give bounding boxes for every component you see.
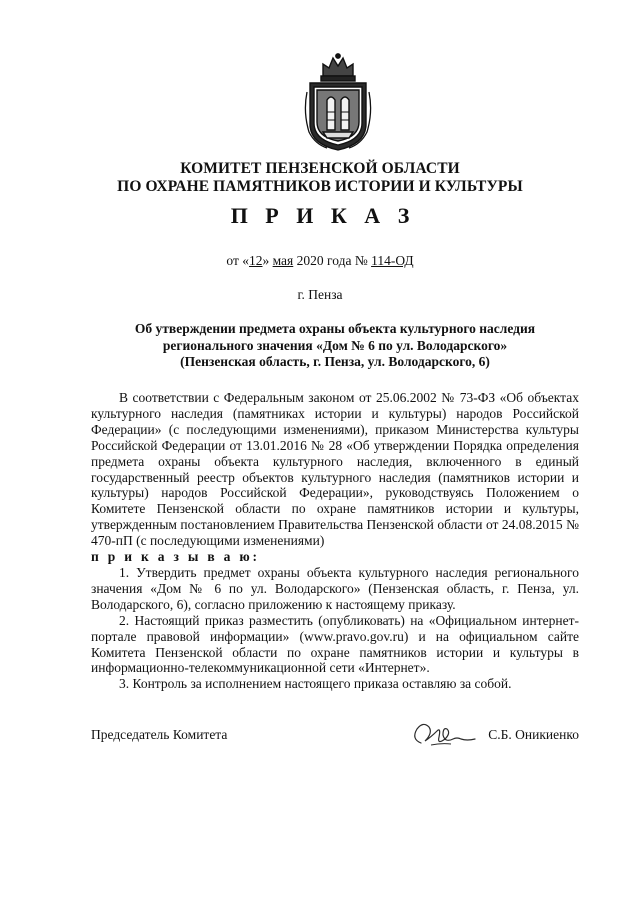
org-line-1: КОМИТЕТ ПЕНЗЕНСКОЙ ОБЛАСТИ [180,160,460,177]
date-prefix: от « [226,253,249,268]
order-number: 114-ОД [371,253,414,268]
city: г. Пенза [297,287,343,302]
subject-line-2: регионального значения «Дом № 6 по ул. Володарского» [162,337,508,353]
subject-line-1: Об утверждении предмета охраны объекта культурного наследия [134,321,536,336]
signature-block [91,727,579,763]
order-body [91,390,579,692]
organization-name [0,160,640,196]
order-date-number [0,253,640,269]
penza-coat-of-arms-icon [301,52,375,152]
date-mid: » [262,253,273,268]
order-year: 2020 года № [293,253,372,268]
document-type-title: П Р И К А З [230,203,416,228]
subject-line-3: (Пензенская область, г. Пенза, ул. Володарского, 6) [180,354,490,369]
order-subject [90,321,580,371]
handwritten-signature-icon [407,717,479,751]
signatory-name: С.Б. Оникиенко [488,727,579,742]
order-item-2: 2. Настоящий приказ разместить (опубликовать) на «Официальном интернет-портале правовой информации» (www.pravo.gov.ru) и на официальном сайте Комитета Пензенской области по охране памятников истории и культуры в информационно-телекоммуникационной сети «Интернет». [91,612,579,676]
preamble-paragraph: В соответствии с Федеральным законом от 25.06.2002 № 73-ФЗ «Об объектах культурного наследия (памятниках истории и культуры) народов Российской Федерации» (с последующими изменениями), приказом Министерства культуры Российской Федерации от 13.01.2016 № 28 «Об утверждении Порядка определения предмета охраны объекта культурного наследия, включенного в единый государственный реестр объектов культурного наследия (памятников истории и культуры) народов Российской Федерации», руководствуясь Положением о Комитете Пензенской области по охране памятников истории и культуры, утвержденным постановлением Правительства Пензенской области от 24.08.2015 № 470-пП (с последующими изменениями) [91,390,579,549]
order-word-text: п р и к а з ы в а ю: [91,549,260,565]
org-line-2: ПО ОХРАНЕ ПАМЯТНИКОВ ИСТОРИИ И КУЛЬТУРЫ [117,178,523,195]
order-day: 12 [248,253,263,268]
order-word [91,549,579,565]
order-month: мая [272,253,294,268]
order-item-3: 3. Контроль за исполнением настоящего приказа оставляю за собой. [119,676,512,692]
order-item-1: 1. Утвердить предмет охраны объекта культурного наследия регионального значения «Дом № 6 по ул. Володарского» (Пензенская область, г. Пенза, ул. Володарского, 6), согласно приложению к настоящему приказу. [91,564,579,612]
signatory-title: Председатель Комитета [91,727,228,742]
